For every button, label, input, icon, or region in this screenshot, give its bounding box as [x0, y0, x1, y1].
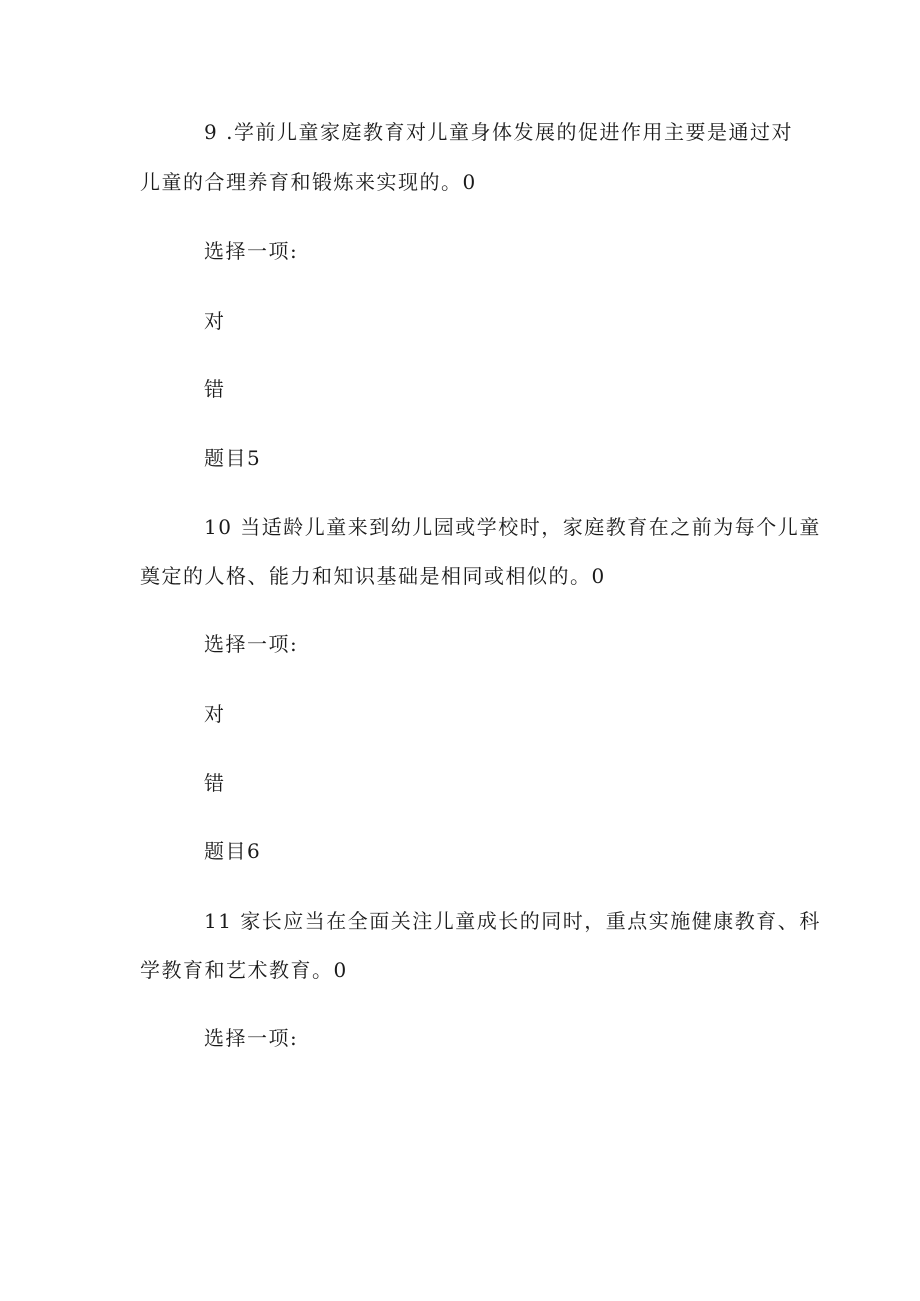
- question-9-line-1: [204, 119, 793, 145]
- question-10-prompt: 选择一项:: [204, 632, 299, 656]
- question-11-line-1: [204, 908, 821, 934]
- question-11-line-end: 科: [799, 909, 821, 933]
- question-5-heading: 题目5: [204, 446, 262, 470]
- question-11-prompt: 选择一项:: [204, 1026, 299, 1050]
- question-9-option-false[interactable]: 错: [204, 377, 226, 401]
- question-10-text: 10 当适龄儿童来到幼儿园或学校时，家庭教育在之前为每个儿: [204, 515, 800, 539]
- question-9-text: 9 .学前儿童家庭教育对儿童身体发展的促进作用主要是通过: [204, 120, 772, 144]
- question-10-line-end: 童: [799, 515, 821, 539]
- question-11-text: 11 家长应当在全面关注儿童成长的同时，重点实施健康教育、: [204, 909, 800, 933]
- question-9-line-end: 对: [771, 120, 793, 144]
- question-9-prompt: 选择一项:: [204, 239, 299, 263]
- question-11-line-2: 学教育和艺术教育。0: [140, 958, 348, 982]
- question-10-option-true[interactable]: 对: [204, 702, 226, 726]
- question-10-line-2: 奠定的人格、能力和知识基础是相同或相似的。0: [140, 564, 606, 588]
- question-9-line-2: 儿童的合理养育和锻炼来实现的。0: [140, 170, 477, 194]
- question-10-line-1: [204, 514, 821, 540]
- question-10-option-false[interactable]: 错: [204, 771, 226, 795]
- question-6-heading: 题目6: [204, 839, 262, 863]
- question-9-option-true[interactable]: 对: [204, 309, 226, 333]
